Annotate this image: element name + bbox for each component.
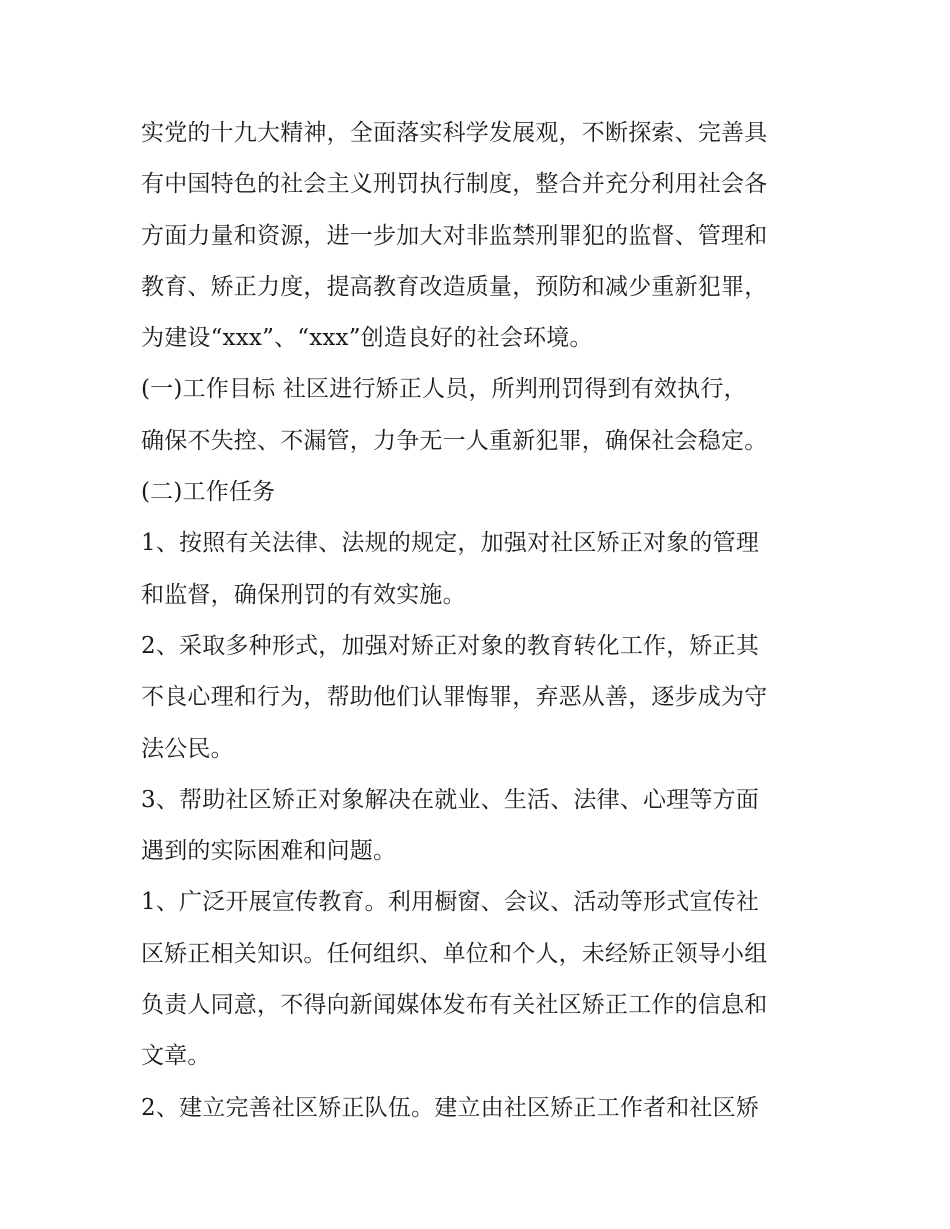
text-line: 方面力量和资源，进一步加大对非监禁刑罪犯的监督、管理和 [141, 222, 768, 249]
text-line: 文章。 [141, 1043, 211, 1070]
text-line: 实党的十九大精神，全面落实科学发展观，不断探索、完善具 [141, 120, 768, 146]
text-line: 法公民。 [141, 735, 234, 762]
text-line: 确保不失控、不漏管，力争无一人重新犯罪，确保社会稳定。 [141, 427, 768, 454]
list-item-line: 2、建立完善社区矫正队伍。建立由社区矫正工作者和社区矫 [141, 1094, 760, 1121]
text-line: 和监督，确保刑罚的有效实施。 [141, 581, 466, 608]
text-line: 教育、矫正力度，提高教育改造质量，预防和减少重新犯罪， [141, 273, 768, 300]
text-line: 遇到的实际困难和问题。 [141, 838, 397, 865]
text-line: 区矫正相关知识。任何组织、单位和个人，未经矫正领导小组 [141, 940, 768, 967]
section-heading-tasks: (二)工作任务 [141, 479, 276, 506]
document-body [141, 108, 821, 1134]
text-line: 不良心理和行为，帮助他们认罪悔罪，弃恶从善，逐步成为守 [141, 684, 768, 711]
list-item-line: 1、按照有关法律、法规的规定，加强对社区矫正对象的管理 [141, 530, 760, 557]
section-heading-goal: (一)工作目标 社区进行矫正人员，所判刑罚得到有效执行， [141, 376, 747, 403]
text-line: 有中国特色的社会主义刑罚执行制度，整合并充分利用社会各 [141, 171, 768, 198]
list-item-line: 1、广泛开展宣传教育。利用橱窗、会议、活动等形式宣传社 [141, 889, 760, 916]
text-line: 负责人同意，不得向新闻媒体发布有关社区矫正工作的信息和 [141, 992, 768, 1019]
list-item-line: 2、采取多种形式，加强对矫正对象的教育转化工作，矫正其 [141, 632, 760, 659]
list-item-line: 3、帮助社区矫正对象解决在就业、生活、法律、心理等方面 [141, 786, 760, 813]
text-line: 为建设“xxx”、“xxx”创造良好的社会环境。 [141, 325, 593, 352]
